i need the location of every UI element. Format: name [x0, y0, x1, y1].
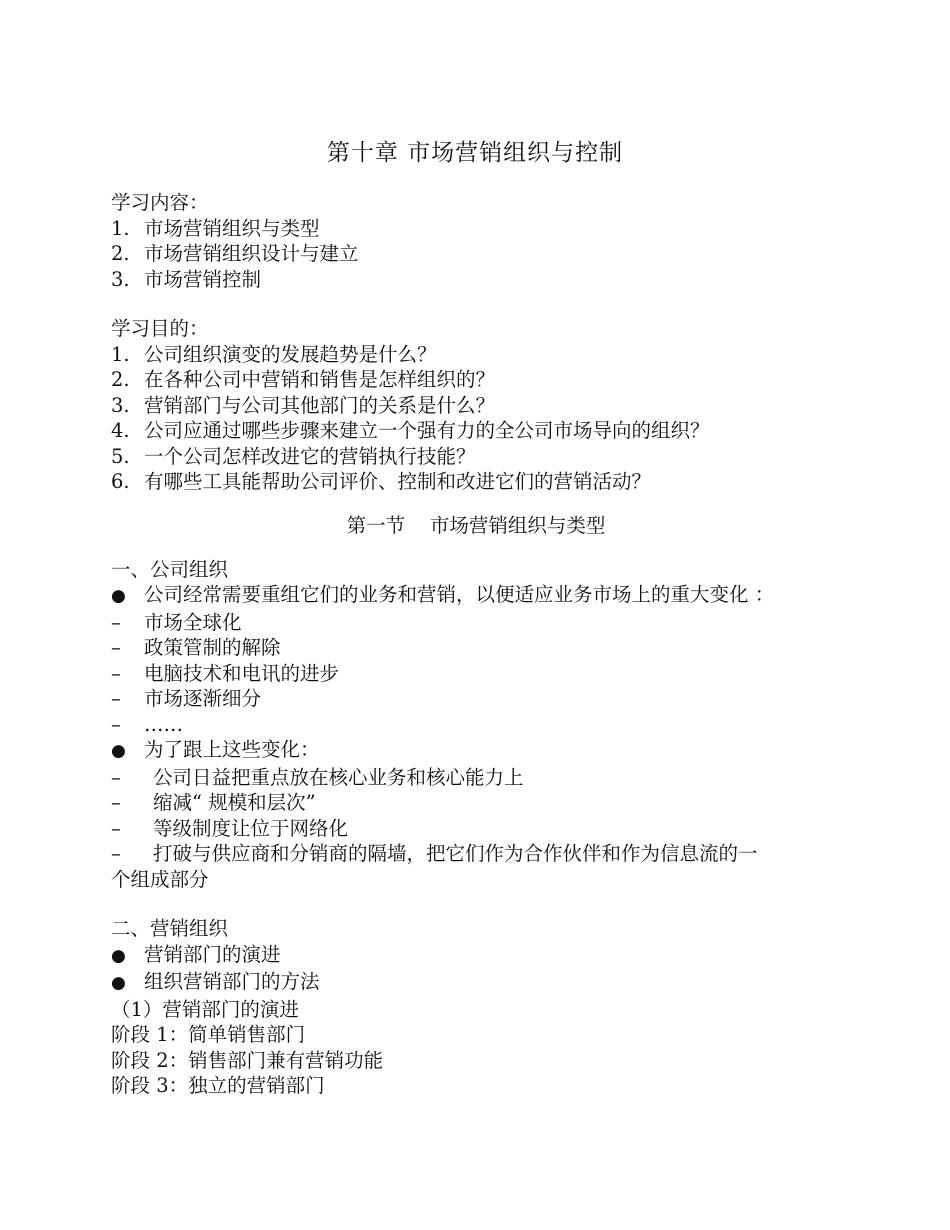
list-text: 有哪些工具能帮助公司评价、控制和改进它们的营销活动？ [144, 470, 652, 493]
spacer [111, 292, 841, 316]
dash-icon: – [111, 661, 121, 685]
document-body [111, 190, 841, 1099]
list-number: 3. [111, 393, 130, 417]
dash-text: 电脑技术和电讯的进步 [144, 661, 340, 685]
dash-text: 等级制度让位于网络化 [153, 816, 349, 840]
part-heading: 一、公司组织 [111, 557, 229, 581]
dash-item [111, 610, 841, 636]
stage-item: 阶段 3：独立的营销部门 [111, 1074, 325, 1097]
list-item [111, 216, 841, 242]
dash-text: 市场全球化 [144, 610, 242, 634]
list-text: 在各种公司中营销和销售是怎样组织的？ [144, 368, 496, 391]
dash-item [111, 765, 841, 791]
bullet-icon: ● [111, 741, 126, 761]
bullet-item [111, 582, 841, 610]
list-number: 1. [111, 342, 130, 366]
chapter-title: 第十章 市场营销组织与控制 [326, 140, 624, 166]
list-number: 2. [111, 368, 130, 391]
dash-text: 缩减“ 规模和层次” [153, 791, 316, 814]
list-item [111, 267, 841, 293]
list-item [111, 367, 841, 393]
list-text: 一个公司怎样改进它的营销执行技能？ [144, 444, 476, 468]
spacer [111, 539, 841, 557]
list-item [111, 241, 841, 267]
dash-icon: – [111, 765, 121, 789]
bullet-item [111, 969, 841, 997]
section-title: 第一节 市场营销组织与类型 [346, 513, 606, 537]
dash-icon: – [111, 791, 121, 814]
dash-item [111, 686, 841, 712]
list-text: 市场营销控制 [144, 267, 262, 291]
bullet-text: 组织营销部门的方法 [144, 970, 320, 993]
dash-icon: – [111, 610, 121, 634]
list-number: 5. [111, 444, 130, 468]
dash-item [111, 841, 841, 867]
list-item [111, 342, 841, 368]
study-goals-heading: 学习目的： [111, 317, 209, 340]
part-heading: 二、营销组织 [111, 917, 229, 940]
list-text: 公司组织演变的发展趋势是什么？ [144, 342, 437, 366]
list-number: 2. [111, 242, 130, 265]
list-item [111, 393, 841, 419]
dash-item [111, 661, 841, 687]
list-number: 3. [111, 267, 130, 291]
list-number: 6. [111, 470, 130, 493]
dash-icon: – [111, 842, 121, 865]
study-content-heading: 学习内容： [111, 191, 209, 214]
dash-item-continuation: 个组成部分 [111, 867, 209, 891]
bullet-text: 营销部门的演进 [144, 942, 281, 966]
dash-text: 打破与供应商和分销商的隔墙，把它们作为合作伙伴和作为信息流的一 [153, 842, 758, 865]
bullet-icon: ● [111, 973, 126, 993]
dash-item [111, 635, 841, 661]
stage-item: 阶段 1：简单销售部门 [111, 1023, 306, 1046]
sub-heading: （1）营销部门的演进 [111, 997, 299, 1021]
list-number: 1. [111, 216, 130, 240]
dash-text: 政策管制的解除 [144, 636, 281, 659]
dash-icon: – [111, 636, 121, 659]
bullet-item [111, 942, 841, 970]
dash-text: 市场逐渐细分 [144, 687, 262, 710]
list-item [111, 418, 841, 444]
list-text: 市场营销组织设计与建立 [144, 242, 359, 265]
bullet-icon: ● [111, 945, 126, 966]
bullet-text: 公司经常需要重组它们的业务和营销，以便适应业务市场上的重大变化 ： [144, 583, 775, 606]
list-number: 4. [111, 419, 130, 442]
stage-item: 阶段 2：销售部门兼有营销功能 [111, 1048, 384, 1072]
list-text: 公司应通过哪些步骤来建立一个强有力的全公司市场导向的组织？ [144, 419, 710, 442]
list-item [111, 444, 841, 470]
list-text: 市场营销组织与类型 [144, 216, 320, 240]
dash-item [111, 790, 841, 816]
spacer [111, 892, 841, 916]
list-item [111, 469, 841, 495]
dash-icon: – [111, 712, 121, 736]
dash-icon: – [111, 687, 121, 710]
bullet-item [111, 737, 841, 765]
list-text: 营销部门与公司其他部门的关系是什么？ [144, 393, 496, 417]
dash-text: …… [144, 712, 183, 736]
dash-item [111, 816, 841, 842]
spacer [111, 495, 841, 513]
dash-item [111, 712, 841, 738]
bullet-text: 为了跟上这些变化： [144, 738, 320, 761]
dash-text: 公司日益把重点放在核心业务和核心能力上 [153, 765, 524, 789]
dash-icon: – [111, 816, 121, 840]
bullet-icon: ● [111, 586, 126, 606]
